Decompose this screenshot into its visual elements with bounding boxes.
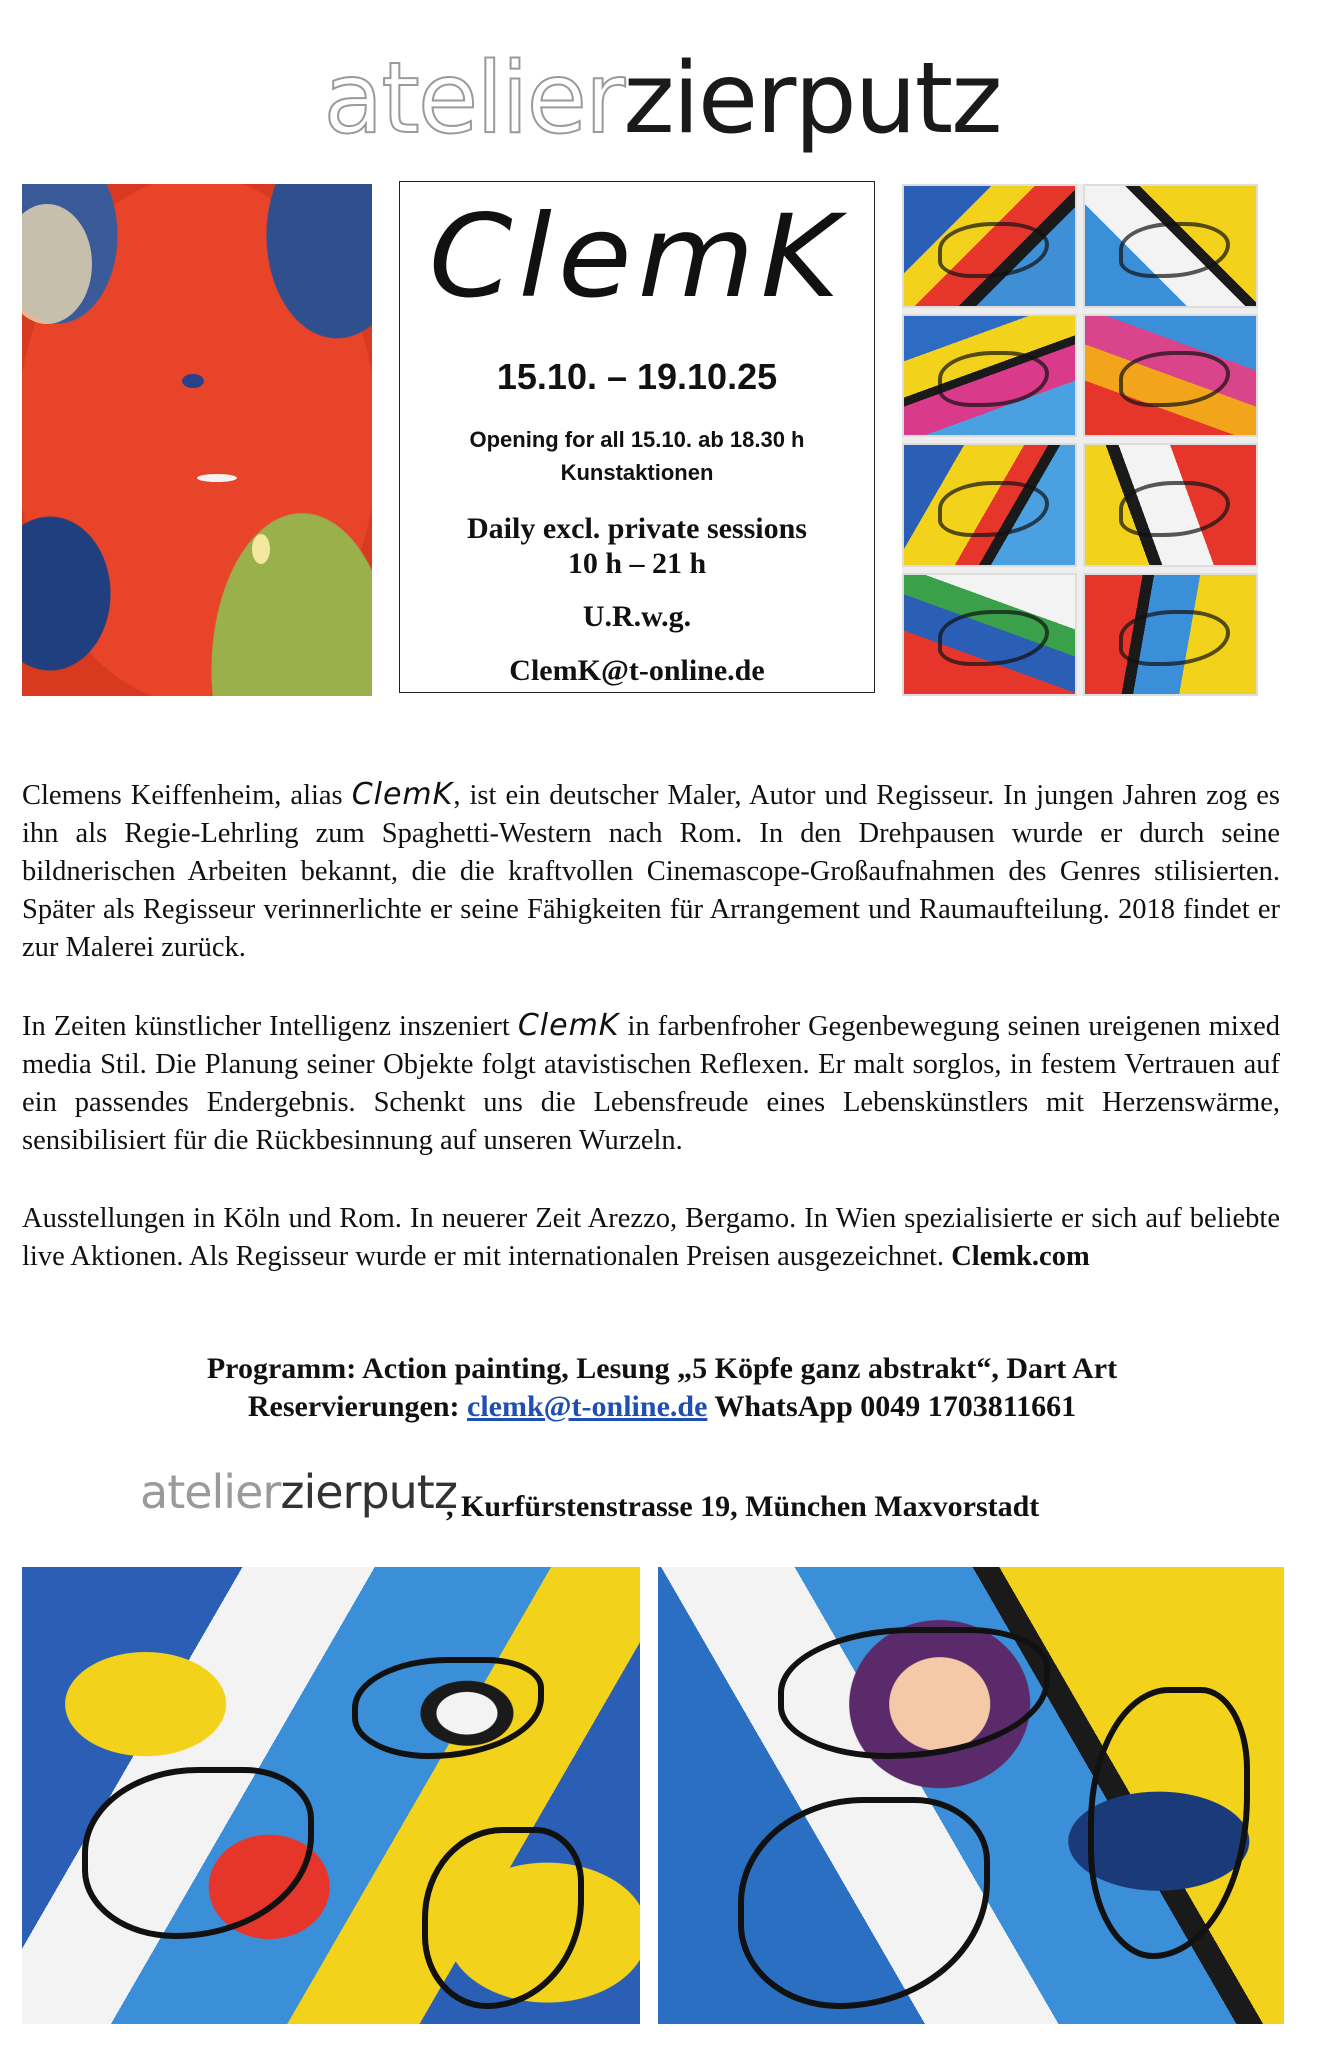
program-line: Programm: Action painting, Lesung „5 Köpfe ganz abstrakt“, Dart Art <box>206 1352 1118 1385</box>
logo-light-part: atelier <box>140 1465 281 1519</box>
reservation-email-link[interactable]: clemk@t-online.de <box>467 1390 708 1423</box>
atelier-zierputz-logo <box>0 42 1324 156</box>
exhibition-info-box <box>399 181 875 693</box>
address-text: , Kurfürstenstrasse 19, München Maxvorstadt <box>446 1490 1040 1523</box>
website-link[interactable]: Clemk.com <box>951 1241 1090 1272</box>
urwg-note: U.R.w.g. <box>582 600 692 633</box>
painting-tile <box>902 573 1077 697</box>
kunstaktionen-label: Kunstaktionen <box>560 460 714 485</box>
reservation-label: Reservierungen: <box>247 1390 468 1423</box>
address-logo <box>140 1465 457 1519</box>
logo-light-part: atelier <box>323 42 624 156</box>
daily-sessions: Daily excl. private sessions <box>467 512 807 545</box>
clemk-signature: ClemK <box>517 1008 620 1043</box>
clemk-signature: ClemK <box>351 777 454 812</box>
box-email: ClemK@t-online.de <box>509 654 765 687</box>
bio-paragraph-2 <box>22 1007 1280 1160</box>
logo-dark-part: zierputz <box>280 1465 457 1519</box>
whatsapp-number: WhatsApp 0049 1703811661 <box>707 1390 1077 1423</box>
logo-dark-part: zierputz <box>623 42 1001 156</box>
artist-title: ClemK <box>428 191 846 324</box>
bio-text: , ist ein deutscher Maler, Autor und Regisseur. In jungen Jahren zog es ihn als Regie-Lehrling zum Spaghetti-Western nach Rom. In den Drehpausen wurde er durch seine bildnerischen Arbeiten bekannt, die die kraftvollen Cinemascope-Großaufnahmen des Genres stilisierten. Später als Regisseur verinnerlichte er seine Fähigkeiten für Arrangement und Raumaufteilung. 2018 findet er zur Malerei zurück. <box>22 780 1280 963</box>
opening-info: Opening for all 15.10. ab 18.30 h <box>469 427 805 452</box>
painting-tile <box>902 314 1077 438</box>
bio-paragraph-3 <box>22 1200 1280 1276</box>
painting-face-left <box>22 1567 640 2024</box>
painting-red-abstract <box>22 184 372 696</box>
painting-tile <box>902 184 1077 308</box>
bio-text: Ausstellungen in Köln und Rom. In neuerer Zeit Arezzo, Bergamo. In Wien spezialisierte er sich auf beliebte live Aktionen. Als Regisseur wurde er mit internationalen Preisen ausgezeichnet. <box>22 1203 1280 1272</box>
bio-text: Clemens Keiffenheim, alias <box>22 780 352 811</box>
bio-text: in farbenfroher Gegenbewegung seinen ureigenen mixed media Stil. Die Planung seiner Objekte folgt atavistischen Reflexen. Er malt sorglos, in festem Vertrauen auf ein passendes Endergebnis. Schenkt uns die Lebensfreude eines Lebenskünstlers mit Herzenswärme, sensibilisiert für die Rückbesinnung auf unseren Wurzeln. <box>22 1011 1280 1156</box>
bio-text: In Zeiten künstlicher Intelligenz inszeniert <box>22 1011 518 1042</box>
painting-tile <box>1083 443 1258 567</box>
painting-tile <box>1083 573 1258 697</box>
painting-tile <box>1083 184 1258 308</box>
opening-hours: 10 h – 21 h <box>567 547 707 580</box>
painting-grid-eight-panels <box>902 184 1258 696</box>
bio-paragraph-1 <box>22 776 1280 967</box>
painting-tile <box>902 443 1077 567</box>
painting-tile <box>1083 314 1258 438</box>
reservation-line <box>0 1390 1324 1424</box>
painting-face-right <box>658 1567 1284 2024</box>
exhibition-dates: 15.10. – 19.10.25 <box>496 356 778 397</box>
